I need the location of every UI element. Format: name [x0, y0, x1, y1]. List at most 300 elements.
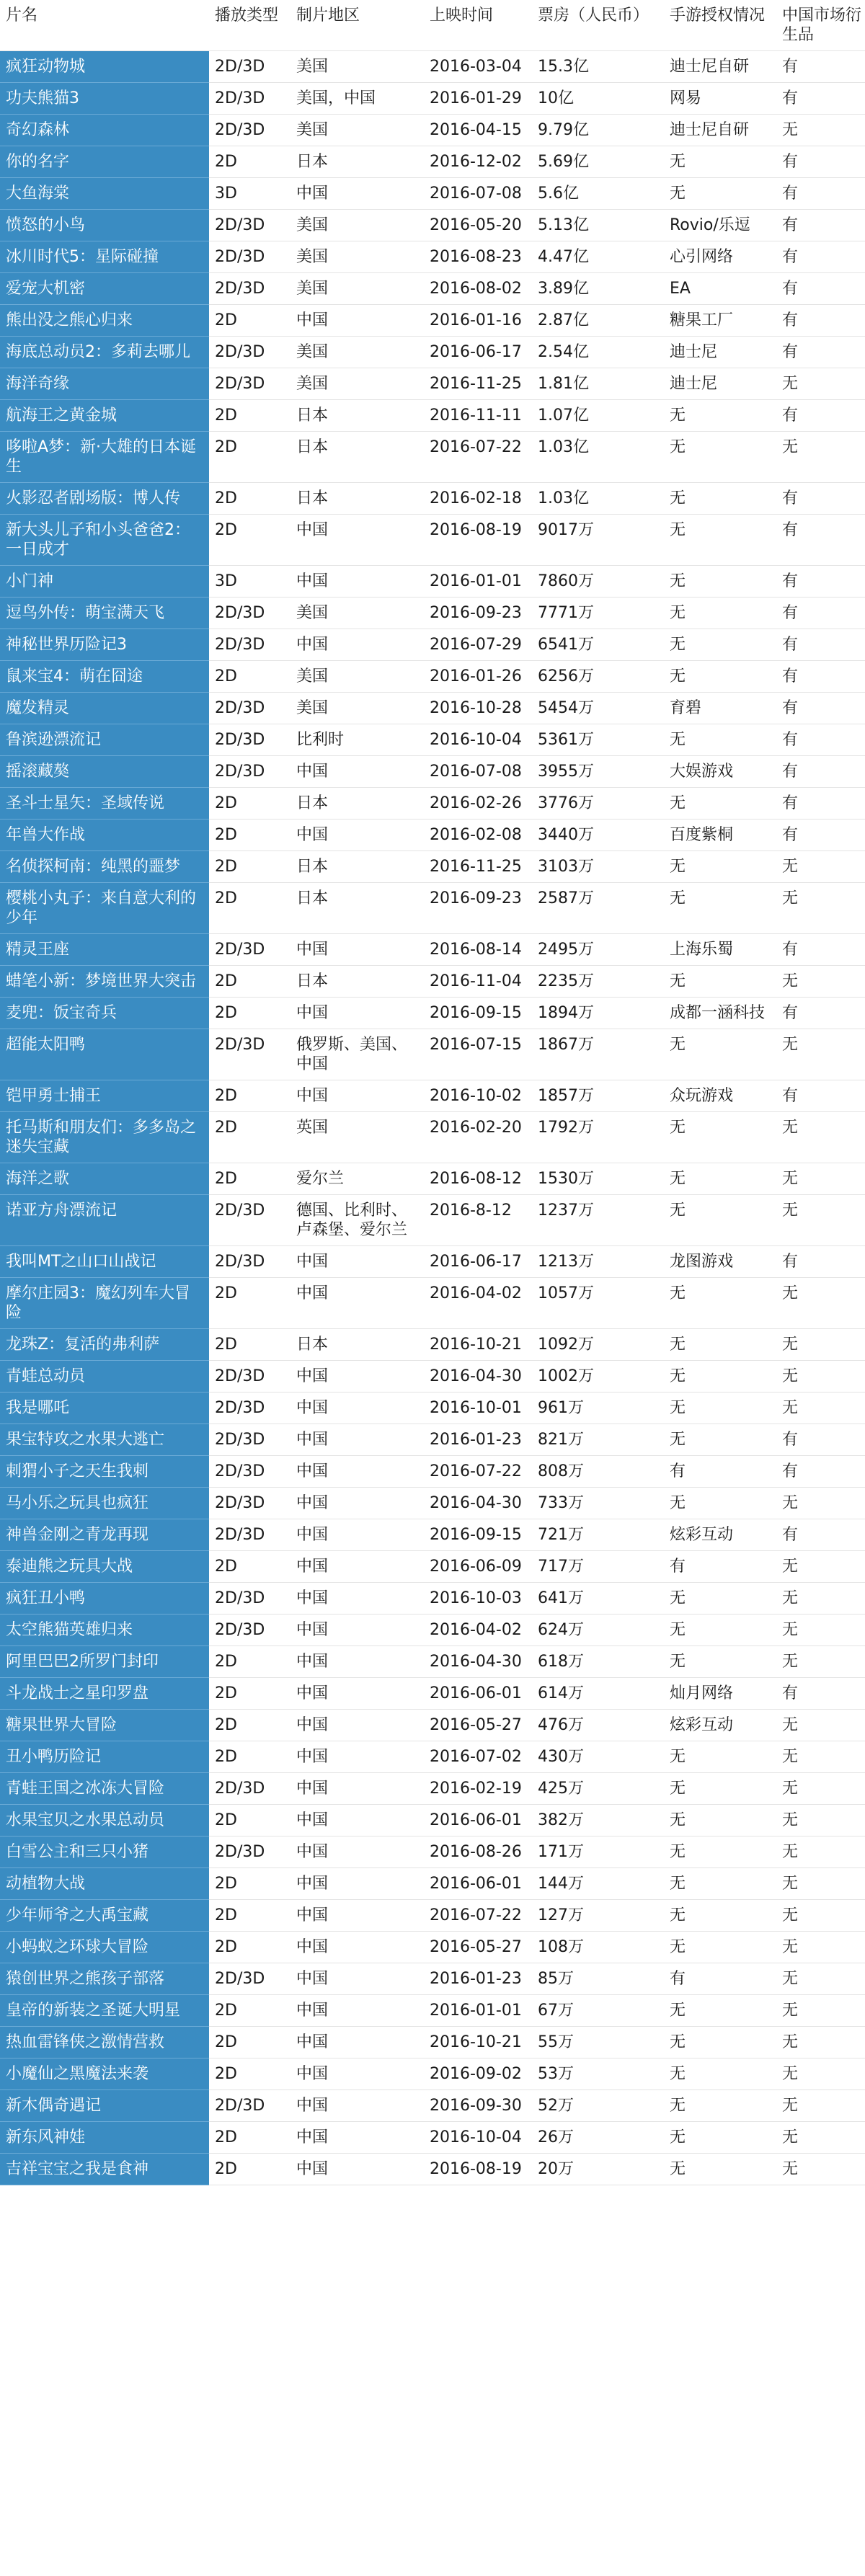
box-office-cell: 7860万: [532, 566, 664, 598]
box-office-cell: 85万: [532, 1963, 664, 1995]
box-office-cell: 5.6亿: [532, 178, 664, 210]
merchandise-cell: 有: [776, 1424, 865, 1456]
region-cell: 中国: [290, 566, 424, 598]
merchandise-cell: 有: [776, 1080, 865, 1112]
play-type-cell: 2D/3D: [209, 1488, 290, 1519]
merchandise-cell: 有: [776, 998, 865, 1029]
merchandise-cell: 无: [776, 115, 865, 146]
table-row: [0, 1583, 865, 1615]
header-box-office: 票房（人民币）: [532, 0, 664, 51]
table-row: [0, 998, 865, 1029]
play-type-cell: 2D: [209, 400, 290, 432]
region-cell: 日本: [290, 788, 424, 820]
release-date-cell: 2016-06-09: [424, 1551, 532, 1583]
region-cell: 爱尔兰: [290, 1163, 424, 1195]
table-row: [0, 2090, 865, 2122]
play-type-cell: 2D/3D: [209, 1963, 290, 1995]
box-office-cell: 1213万: [532, 1246, 664, 1278]
region-cell: 中国: [290, 1519, 424, 1551]
table-row: [0, 2122, 865, 2154]
region-cell: 美国: [290, 241, 424, 273]
mobile-game-cell: 无: [664, 515, 776, 566]
film-title-cell: 樱桃小丸子：来自意大利的少年: [0, 883, 209, 934]
box-office-cell: 1057万: [532, 1278, 664, 1329]
box-office-cell: 2495万: [532, 934, 664, 966]
release-date-cell: 2016-01-23: [424, 1963, 532, 1995]
release-date-cell: 2016-10-03: [424, 1583, 532, 1615]
merchandise-cell: 有: [776, 515, 865, 566]
region-cell: 日本: [290, 851, 424, 883]
mobile-game-cell: 无: [664, 1900, 776, 1932]
play-type-cell: 2D: [209, 1900, 290, 1932]
box-office-cell: 2587万: [532, 883, 664, 934]
region-cell: 中国: [290, 2122, 424, 2154]
film-title-cell: 鲁滨逊漂流记: [0, 724, 209, 756]
play-type-cell: 2D/3D: [209, 1519, 290, 1551]
release-date-cell: 2016-06-01: [424, 1678, 532, 1710]
release-date-cell: 2016-01-01: [424, 566, 532, 598]
film-title-cell: 马小乐之玩具也疯狂: [0, 1488, 209, 1519]
release-date-cell: 2016-10-21: [424, 1329, 532, 1361]
mobile-game-cell: 无: [664, 629, 776, 661]
release-date-cell: 2016-08-19: [424, 2154, 532, 2185]
box-office-cell: 961万: [532, 1393, 664, 1424]
play-type-cell: 2D/3D: [209, 1836, 290, 1868]
film-title-cell: 冰川时代5：星际碰撞: [0, 241, 209, 273]
play-type-cell: 2D: [209, 1805, 290, 1836]
release-date-cell: 2016-05-27: [424, 1710, 532, 1741]
region-cell: 中国: [290, 1393, 424, 1424]
region-cell: 中国: [290, 178, 424, 210]
merchandise-cell: 无: [776, 1836, 865, 1868]
table-row: [0, 851, 865, 883]
play-type-cell: 2D/3D: [209, 337, 290, 368]
merchandise-cell: 有: [776, 178, 865, 210]
release-date-cell: 2016-03-04: [424, 51, 532, 83]
play-type-cell: 2D: [209, 1995, 290, 2027]
play-type-cell: 2D: [209, 788, 290, 820]
play-type-cell: 2D: [209, 1646, 290, 1678]
play-type-cell: 2D: [209, 2154, 290, 2185]
region-cell: 中国: [290, 2090, 424, 2122]
merchandise-cell: 无: [776, 1393, 865, 1424]
mobile-game-cell: 无: [664, 1361, 776, 1393]
mobile-game-cell: 龙图游戏: [664, 1246, 776, 1278]
table-row: [0, 1710, 865, 1741]
film-title-cell: 白雪公主和三只小猪: [0, 1836, 209, 1868]
table-row: [0, 1932, 865, 1963]
release-date-cell: 2016-06-01: [424, 1868, 532, 1900]
box-office-cell: 808万: [532, 1456, 664, 1488]
region-cell: 中国: [290, 1646, 424, 1678]
film-title-cell: 熊出没之熊心归来: [0, 305, 209, 337]
mobile-game-cell: 无: [664, 1393, 776, 1424]
table-row: [0, 432, 865, 483]
box-office-cell: 67万: [532, 1995, 664, 2027]
merchandise-cell: 有: [776, 1246, 865, 1278]
table-row: [0, 1741, 865, 1773]
table-row: [0, 146, 865, 178]
mobile-game-cell: 迪士尼: [664, 337, 776, 368]
table-row: [0, 1836, 865, 1868]
play-type-cell: 2D: [209, 883, 290, 934]
table-row: [0, 1805, 865, 1836]
table-row: [0, 305, 865, 337]
film-title-cell: 精灵王座: [0, 934, 209, 966]
mobile-game-cell: 无: [664, 661, 776, 693]
play-type-cell: 2D: [209, 2058, 290, 2090]
film-title-cell: 丑小鸭历险记: [0, 1741, 209, 1773]
play-type-cell: 2D: [209, 515, 290, 566]
film-title-cell: 青蛙王国之冰冻大冒险: [0, 1773, 209, 1805]
play-type-cell: 2D/3D: [209, 629, 290, 661]
merchandise-cell: 有: [776, 400, 865, 432]
mobile-game-cell: 无: [664, 1029, 776, 1080]
play-type-cell: 2D/3D: [209, 1393, 290, 1424]
release-date-cell: 2016-11-11: [424, 400, 532, 432]
release-date-cell: 2016-08-19: [424, 515, 532, 566]
mobile-game-cell: 上海乐蜀: [664, 934, 776, 966]
table-row: [0, 483, 865, 515]
box-office-cell: 1092万: [532, 1329, 664, 1361]
release-date-cell: 2016-11-25: [424, 368, 532, 400]
play-type-cell: 2D/3D: [209, 1029, 290, 1080]
table-row: [0, 1112, 865, 1163]
play-type-cell: 2D/3D: [209, 273, 290, 305]
play-type-cell: 2D: [209, 305, 290, 337]
table-row: [0, 241, 865, 273]
play-type-cell: 2D/3D: [209, 1361, 290, 1393]
table-row: [0, 1900, 865, 1932]
release-date-cell: 2016-08-14: [424, 934, 532, 966]
mobile-game-cell: 无: [664, 1163, 776, 1195]
merchandise-cell: 有: [776, 210, 865, 241]
merchandise-cell: 无: [776, 1163, 865, 1195]
play-type-cell: 2D: [209, 2122, 290, 2154]
play-type-cell: 2D: [209, 1678, 290, 1710]
table-row: [0, 1868, 865, 1900]
play-type-cell: 2D/3D: [209, 51, 290, 83]
region-cell: 美国: [290, 598, 424, 629]
mobile-game-cell: 无: [664, 724, 776, 756]
table-row: [0, 724, 865, 756]
release-date-cell: 2016-10-01: [424, 1393, 532, 1424]
play-type-cell: 2D: [209, 1163, 290, 1195]
region-cell: 日本: [290, 483, 424, 515]
region-cell: 中国: [290, 934, 424, 966]
box-office-cell: 1.03亿: [532, 483, 664, 515]
mobile-game-cell: 迪士尼自研: [664, 51, 776, 83]
play-type-cell: 2D: [209, 483, 290, 515]
mobile-game-cell: 无: [664, 1583, 776, 1615]
box-office-cell: 1867万: [532, 1029, 664, 1080]
region-cell: 中国: [290, 1278, 424, 1329]
mobile-game-cell: 有: [664, 1456, 776, 1488]
region-cell: 比利时: [290, 724, 424, 756]
merchandise-cell: 无: [776, 1583, 865, 1615]
mobile-game-cell: 无: [664, 883, 776, 934]
region-cell: 中国: [290, 1741, 424, 1773]
table-header: [0, 0, 865, 51]
film-title-cell: 太空熊猫英雄归来: [0, 1615, 209, 1646]
film-title-cell: 果宝特攻之水果大逃亡: [0, 1424, 209, 1456]
merchandise-cell: 无: [776, 1112, 865, 1163]
mobile-game-cell: 迪士尼: [664, 368, 776, 400]
merchandise-cell: 无: [776, 1773, 865, 1805]
mobile-game-cell: 育碧: [664, 693, 776, 724]
table-row: [0, 178, 865, 210]
box-office-cell: 6541万: [532, 629, 664, 661]
table-row: [0, 629, 865, 661]
release-date-cell: 2016-08-12: [424, 1163, 532, 1195]
play-type-cell: 2D/3D: [209, 241, 290, 273]
region-cell: 日本: [290, 432, 424, 483]
play-type-cell: 2D: [209, 1080, 290, 1112]
release-date-cell: 2016-10-02: [424, 1080, 532, 1112]
mobile-game-cell: 无: [664, 1112, 776, 1163]
table-body: [0, 51, 865, 2185]
film-title-cell: 爱宠大机密: [0, 273, 209, 305]
box-office-cell: 1.07亿: [532, 400, 664, 432]
merchandise-cell: 无: [776, 2154, 865, 2185]
merchandise-cell: 有: [776, 1678, 865, 1710]
merchandise-cell: 有: [776, 51, 865, 83]
table-row: [0, 1646, 865, 1678]
release-date-cell: 2016-10-21: [424, 2027, 532, 2058]
table-row: [0, 115, 865, 146]
play-type-cell: 2D: [209, 146, 290, 178]
mobile-game-cell: 成都一涵科技: [664, 998, 776, 1029]
box-office-cell: 9017万: [532, 515, 664, 566]
box-office-cell: 55万: [532, 2027, 664, 2058]
region-cell: 中国: [290, 1773, 424, 1805]
release-date-cell: 2016-09-15: [424, 998, 532, 1029]
region-cell: 美国: [290, 210, 424, 241]
film-title-cell: 航海王之黄金城: [0, 400, 209, 432]
region-cell: 中国: [290, 2027, 424, 2058]
merchandise-cell: 无: [776, 1278, 865, 1329]
release-date-cell: 2016-07-08: [424, 178, 532, 210]
release-date-cell: 2016-10-28: [424, 693, 532, 724]
mobile-game-cell: 无: [664, 2027, 776, 2058]
release-date-cell: 2016-04-30: [424, 1646, 532, 1678]
region-cell: 中国: [290, 820, 424, 851]
mobile-game-cell: 无: [664, 178, 776, 210]
box-office-cell: 108万: [532, 1932, 664, 1963]
film-title-cell: 泰迪熊之玩具大战: [0, 1551, 209, 1583]
film-title-cell: 动植物大战: [0, 1868, 209, 1900]
mobile-game-cell: 无: [664, 2090, 776, 2122]
mobile-game-cell: 无: [664, 1278, 776, 1329]
merchandise-cell: 有: [776, 273, 865, 305]
table-row: [0, 566, 865, 598]
header-mobile-game-license: 手游授权情况: [664, 0, 776, 51]
play-type-cell: 2D/3D: [209, 368, 290, 400]
film-title-cell: 新木偶奇遇记: [0, 2090, 209, 2122]
box-office-cell: 476万: [532, 1710, 664, 1741]
header-region: 制片地区: [290, 0, 424, 51]
table-row: [0, 1246, 865, 1278]
release-date-cell: 2016-01-01: [424, 1995, 532, 2027]
header-title: 片名: [0, 0, 209, 51]
header-merchandise: 中国市场衍生品: [776, 0, 865, 51]
region-cell: 中国: [290, 1710, 424, 1741]
region-cell: 中国: [290, 1615, 424, 1646]
merchandise-cell: 有: [776, 305, 865, 337]
header-play-type: 播放类型: [209, 0, 290, 51]
merchandise-cell: 有: [776, 146, 865, 178]
merchandise-cell: 无: [776, 1900, 865, 1932]
merchandise-cell: 无: [776, 1195, 865, 1246]
play-type-cell: 2D/3D: [209, 598, 290, 629]
table-row: [0, 1456, 865, 1488]
merchandise-cell: 无: [776, 2058, 865, 2090]
play-type-cell: 2D/3D: [209, 724, 290, 756]
mobile-game-cell: 无: [664, 1195, 776, 1246]
play-type-cell: 2D: [209, 1868, 290, 1900]
table-row: [0, 273, 865, 305]
table-row: [0, 966, 865, 998]
box-office-cell: 1237万: [532, 1195, 664, 1246]
region-cell: 中国: [290, 629, 424, 661]
box-office-cell: 1792万: [532, 1112, 664, 1163]
region-cell: 中国: [290, 1246, 424, 1278]
table-row: [0, 1678, 865, 1710]
box-office-cell: 10亿: [532, 83, 664, 115]
region-cell: 中国: [290, 1456, 424, 1488]
film-title-cell: 奇幻森林: [0, 115, 209, 146]
film-title-cell: 托马斯和朋友们：多多岛之迷失宝藏: [0, 1112, 209, 1163]
box-office-cell: 382万: [532, 1805, 664, 1836]
merchandise-cell: 无: [776, 1488, 865, 1519]
release-date-cell: 2016-08-23: [424, 241, 532, 273]
region-cell: 中国: [290, 1551, 424, 1583]
table-row: [0, 1163, 865, 1195]
table-row: [0, 1195, 865, 1246]
box-office-cell: 5.13亿: [532, 210, 664, 241]
film-title-cell: 哆啦A梦：新·大雄的日本诞生: [0, 432, 209, 483]
region-cell: 中国: [290, 1678, 424, 1710]
box-office-cell: 1.03亿: [532, 432, 664, 483]
merchandise-cell: 有: [776, 934, 865, 966]
play-type-cell: 2D/3D: [209, 83, 290, 115]
release-date-cell: 2016-10-04: [424, 724, 532, 756]
box-office-cell: 127万: [532, 1900, 664, 1932]
merchandise-cell: 无: [776, 1361, 865, 1393]
region-cell: 美国，中国: [290, 83, 424, 115]
table-row: [0, 883, 865, 934]
film-title-cell: 海洋奇缘: [0, 368, 209, 400]
release-date-cell: 2016-07-02: [424, 1741, 532, 1773]
play-type-cell: 2D: [209, 851, 290, 883]
play-type-cell: 2D/3D: [209, 2090, 290, 2122]
region-cell: 中国: [290, 1361, 424, 1393]
release-date-cell: 2016-02-26: [424, 788, 532, 820]
box-office-cell: 53万: [532, 2058, 664, 2090]
merchandise-cell: 有: [776, 693, 865, 724]
box-office-cell: 721万: [532, 1519, 664, 1551]
film-title-cell: 魔发精灵: [0, 693, 209, 724]
region-cell: 美国: [290, 661, 424, 693]
mobile-game-cell: 无: [664, 1805, 776, 1836]
release-date-cell: 2016-04-30: [424, 1361, 532, 1393]
film-title-cell: 逗鸟外传：萌宝满天飞: [0, 598, 209, 629]
merchandise-cell: 有: [776, 661, 865, 693]
region-cell: 中国: [290, 2154, 424, 2185]
film-title-cell: 疯狂丑小鸭: [0, 1583, 209, 1615]
table-row: [0, 1963, 865, 1995]
play-type-cell: 2D: [209, 966, 290, 998]
box-office-cell: 430万: [532, 1741, 664, 1773]
merchandise-cell: 有: [776, 566, 865, 598]
play-type-cell: 2D: [209, 1329, 290, 1361]
table-row: [0, 598, 865, 629]
film-title-cell: 小蚂蚁之环球大冒险: [0, 1932, 209, 1963]
film-title-cell: 龙珠Z：复活的弗利萨: [0, 1329, 209, 1361]
box-office-cell: 1857万: [532, 1080, 664, 1112]
region-cell: 中国: [290, 515, 424, 566]
mobile-game-cell: 糖果工厂: [664, 305, 776, 337]
box-office-cell: 1002万: [532, 1361, 664, 1393]
region-cell: 美国: [290, 693, 424, 724]
release-date-cell: 2016-02-19: [424, 1773, 532, 1805]
release-date-cell: 2016-06-01: [424, 1805, 532, 1836]
table-row: [0, 1995, 865, 2027]
play-type-cell: 2D: [209, 1741, 290, 1773]
release-date-cell: 2016-02-20: [424, 1112, 532, 1163]
play-type-cell: 2D: [209, 820, 290, 851]
film-title-cell: 你的名字: [0, 146, 209, 178]
region-cell: 中国: [290, 1488, 424, 1519]
box-office-cell: 26万: [532, 2122, 664, 2154]
merchandise-cell: 无: [776, 1329, 865, 1361]
mobile-game-cell: 灿月网络: [664, 1678, 776, 1710]
play-type-cell: 2D/3D: [209, 693, 290, 724]
merchandise-cell: 无: [776, 1615, 865, 1646]
region-cell: 美国: [290, 51, 424, 83]
release-date-cell: 2016-08-02: [424, 273, 532, 305]
table-row: [0, 1080, 865, 1112]
release-date-cell: 2016-08-26: [424, 1836, 532, 1868]
table-row: [0, 1551, 865, 1583]
region-cell: 中国: [290, 1805, 424, 1836]
table-row: [0, 788, 865, 820]
mobile-game-cell: 无: [664, 1424, 776, 1456]
box-office-cell: 3440万: [532, 820, 664, 851]
merchandise-cell: 有: [776, 756, 865, 788]
table-row: [0, 515, 865, 566]
merchandise-cell: 无: [776, 1868, 865, 1900]
box-office-cell: 5361万: [532, 724, 664, 756]
table-row: [0, 661, 865, 693]
film-title-cell: 名侦探柯南：纯黑的噩梦: [0, 851, 209, 883]
film-title-cell: 摇滚藏獒: [0, 756, 209, 788]
release-date-cell: 2016-07-22: [424, 1900, 532, 1932]
play-type-cell: 2D/3D: [209, 1583, 290, 1615]
box-office-cell: 1530万: [532, 1163, 664, 1195]
play-type-cell: 2D/3D: [209, 934, 290, 966]
mobile-game-cell: 炫彩互动: [664, 1710, 776, 1741]
mobile-game-cell: 炫彩互动: [664, 1519, 776, 1551]
film-title-cell: 鼠来宝4：萌在囧途: [0, 661, 209, 693]
mobile-game-cell: 无: [664, 2058, 776, 2090]
mobile-game-cell: 迪士尼自研: [664, 115, 776, 146]
header-release-date: 上映时间: [424, 0, 532, 51]
film-title-cell: 年兽大作战: [0, 820, 209, 851]
box-office-cell: 3.89亿: [532, 273, 664, 305]
release-date-cell: 2016-09-02: [424, 2058, 532, 2090]
merchandise-cell: 无: [776, 1029, 865, 1080]
